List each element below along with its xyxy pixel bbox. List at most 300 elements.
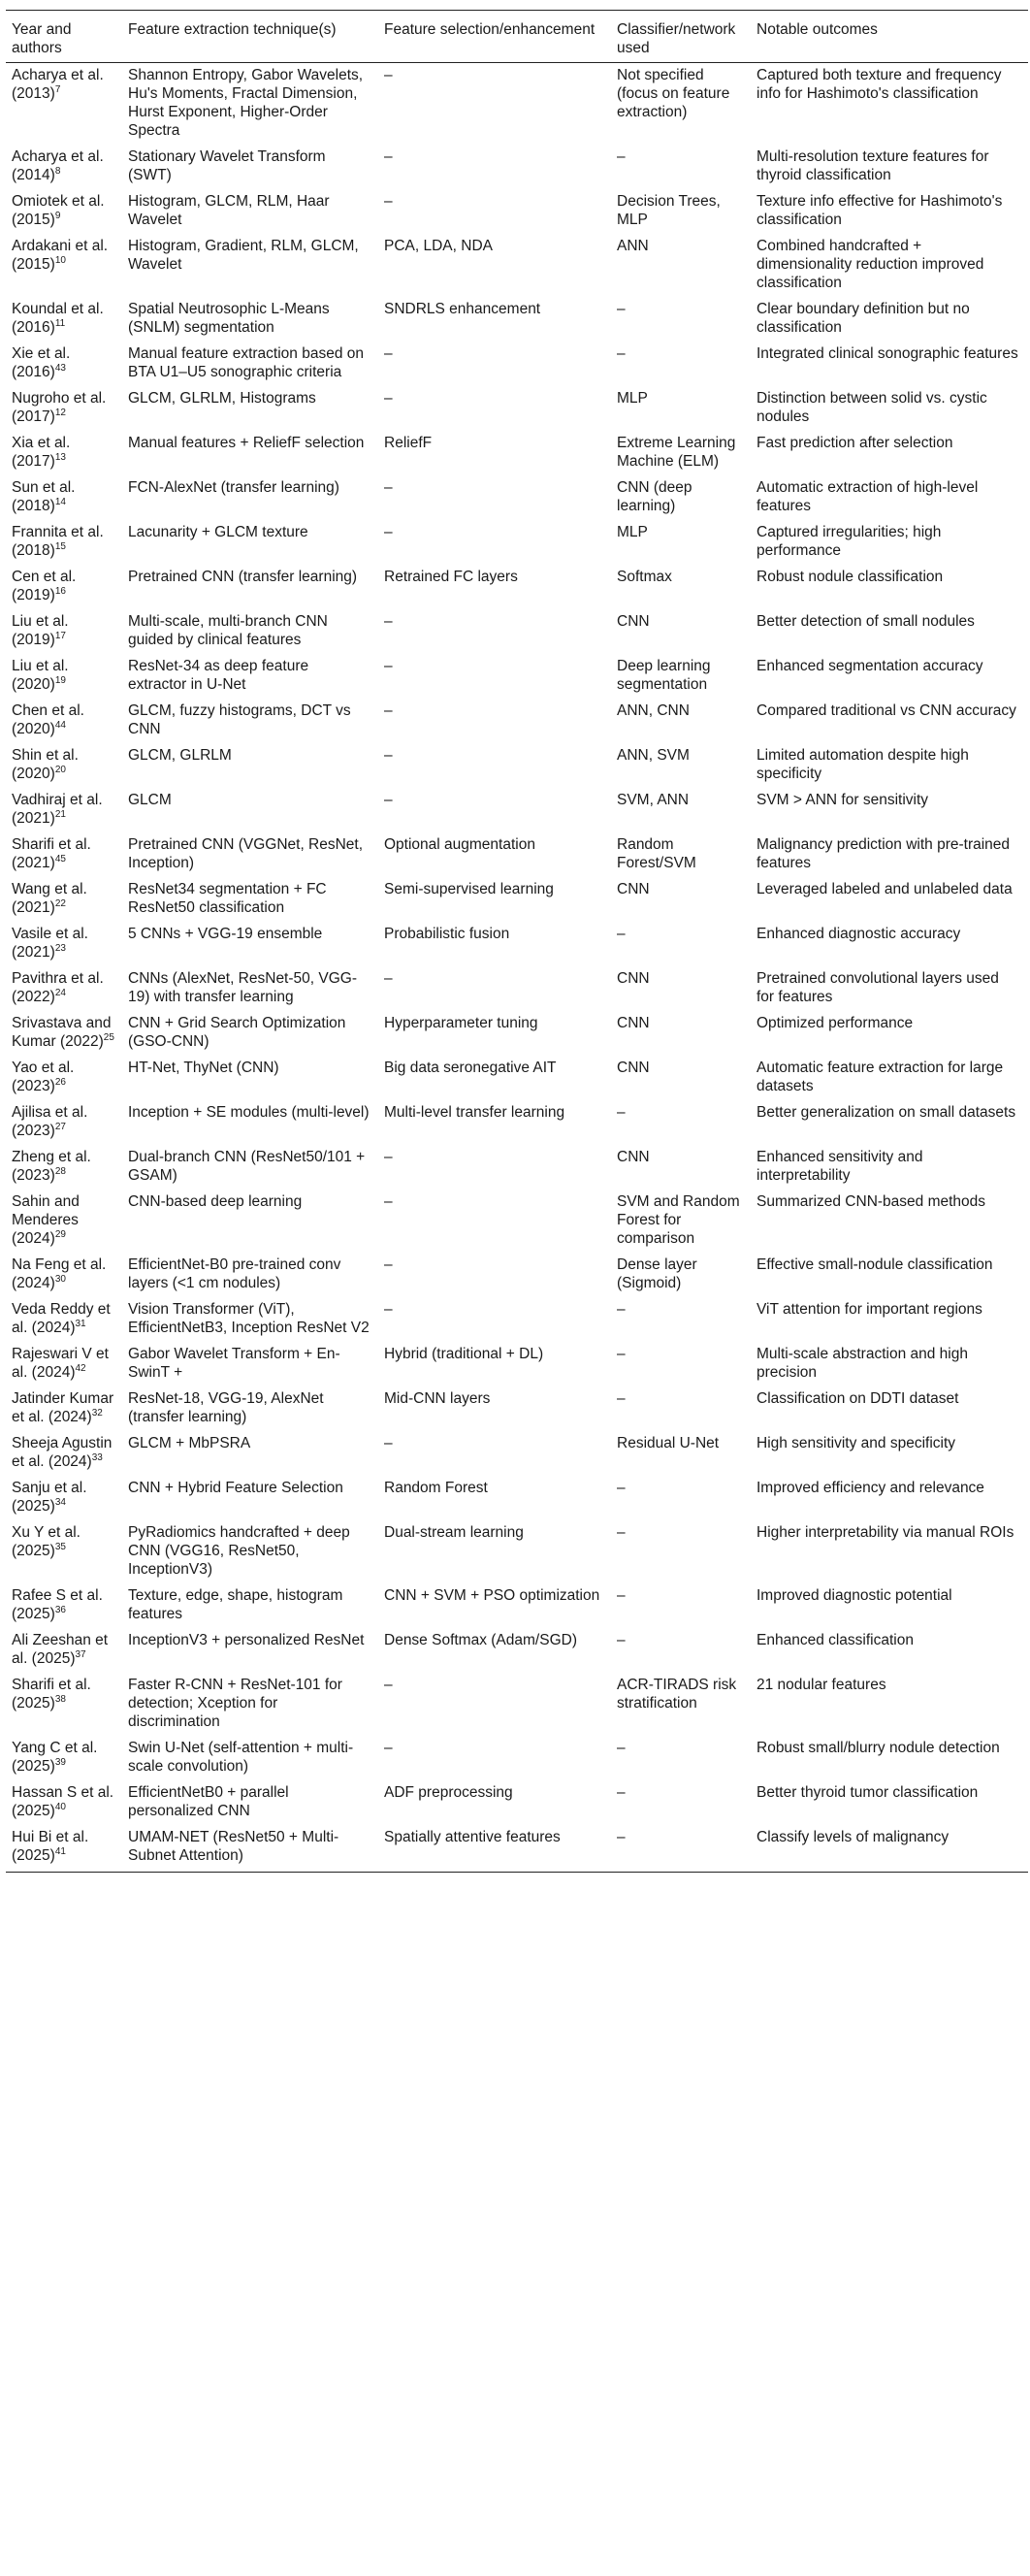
cell-technique: ResNet-34 as deep feature extractor in U-Net [128,658,309,693]
reference-number: 21 [54,808,66,820]
cell-classifier: – [617,1632,626,1648]
cell-classifier: – [617,1740,626,1756]
cell-selection: SNDRLS enhancement [384,301,541,317]
authors-text: Rafee S et al. (2025) [12,1587,103,1622]
cell-classifier: Dense layer (Sigmoid) [617,1256,697,1291]
cell-classifier: CNN (deep learning) [617,479,692,514]
reference-number: 26 [54,1076,66,1088]
cell-authors [6,565,122,609]
cell-technique: Faster R-CNN + ResNet-101 for detection; Xception for discrimination [128,1677,342,1730]
authors-text: Hui Bi et al. (2025) [12,1829,89,1864]
cell-outcome: Limited automation despite high specificity [756,747,969,782]
cell-outcome: Distinction between solid vs. cystic nodules [756,390,987,425]
cell-authors [6,788,122,832]
reference-number: 37 [75,1648,86,1660]
cell-selection: Retrained FC layers [384,569,518,585]
authors-text: Cen et al. (2019) [12,569,77,603]
reference-number: 11 [54,317,66,329]
cell-authors [6,832,122,877]
table-row [6,1253,1028,1297]
cell-outcome: Multi-scale abstraction and high precision [756,1346,968,1381]
cell-technique: GLCM, fuzzy histograms, DCT vs CNN [128,702,351,737]
reference-number: 12 [54,407,66,418]
authors-text: Veda Reddy et al. (2024) [12,1301,111,1336]
authors-text: Rajeswari V et al. (2024) [12,1346,109,1381]
cell-authors [6,1736,122,1780]
table-row [6,342,1028,386]
table-row [6,1476,1028,1520]
cell-outcome: ViT attention for important regions [756,1301,982,1318]
cell-authors [6,342,122,386]
literature-review-table-container [6,10,1028,1873]
reference-number: 9 [54,210,61,221]
cell-authors [6,1476,122,1520]
cell-selection: Hybrid (traditional + DL) [384,1346,544,1362]
cell-selection: – [384,1256,393,1273]
cell-authors [6,1056,122,1100]
cell-selection: – [384,747,393,764]
cell-outcome: 21 nodular features [756,1677,886,1693]
table-row [6,788,1028,832]
cell-classifier: – [617,1784,626,1801]
cell-technique: CNNs (AlexNet, ResNet-50, VGG-19) with transfer learning [128,970,357,1005]
authors-text: Shin et al. (2020) [12,747,79,782]
reference-number: 23 [54,942,66,954]
authors-text: Nugroho et al. (2017) [12,390,107,425]
cell-selection: – [384,1677,393,1693]
cell-technique: Histogram, GLCM, RLM, Haar Wavelet [128,193,330,228]
reference-number: 36 [54,1604,66,1615]
cell-selection: Random Forest [384,1480,488,1496]
cell-outcome: Robust nodule classification [756,569,944,585]
reference-number: 19 [54,674,66,686]
table-row [6,1145,1028,1190]
cell-classifier: CNN [617,970,650,987]
cell-classifier: Deep learning segmentation [617,658,711,693]
cell-technique: Vision Transformer (ViT), EfficientNetB3, Inception ResNet V2 [128,1301,370,1336]
reference-number: 41 [54,1845,66,1857]
authors-text: Jatinder Kumar et al. (2024) [12,1390,114,1425]
cell-selection: – [384,1740,393,1756]
authors-text: Sanju et al. (2025) [12,1480,87,1515]
cell-outcome: Integrated clinical sonographic features [756,345,1018,362]
header-row [6,11,1028,63]
table-row [6,63,1028,146]
cell-technique: Gabor Wavelet Transform + En-SwinT + [128,1346,340,1381]
cell-authors [6,699,122,743]
table-row [6,699,1028,743]
cell-technique: Spatial Neutrosophic L-Means (SNLM) segmentation [128,301,330,336]
reference-number: 17 [54,630,66,641]
table-row [6,431,1028,475]
cell-selection: Probabilistic fusion [384,926,510,942]
cell-outcome: Fast prediction after selection [756,435,953,451]
authors-text: Ardakani et al. (2015) [12,238,109,273]
cell-authors [6,63,122,146]
cell-outcome: Enhanced sensitivity and interpretability [756,1149,923,1184]
cell-classifier: – [617,1301,626,1318]
header-outcome: Notable outcomes [751,11,1028,63]
cell-selection: – [384,390,393,407]
cell-classifier: SVM, ANN [617,792,690,808]
reference-number: 39 [54,1756,66,1768]
cell-classifier: ANN, CNN [617,702,690,719]
reference-number: 14 [54,496,66,507]
cell-selection: – [384,658,393,674]
reference-number: 8 [54,165,61,177]
reference-number: 20 [54,764,66,775]
cell-outcome: Automatic extraction of high-level features [756,479,979,514]
authors-text: Wang et al. (2021) [12,881,87,916]
cell-authors [6,1673,122,1736]
cell-classifier: Residual U-Net [617,1435,720,1451]
cell-authors [6,145,122,189]
cell-classifier: – [617,1346,626,1362]
cell-selection: CNN + SVM + PSO optimization [384,1587,600,1604]
header-classifier: Classifier/network used [611,11,751,63]
cell-selection: Dual-stream learning [384,1524,524,1541]
reference-number: 16 [54,585,66,597]
reference-number: 29 [54,1228,66,1240]
cell-classifier: CNN [617,881,650,897]
header-technique: Feature extraction technique(s) [122,11,378,63]
reference-number: 35 [54,1541,66,1552]
table-row [6,1736,1028,1780]
table-row [6,234,1028,297]
cell-authors [6,1342,122,1386]
authors-text: Na Feng et al. (2024) [12,1256,107,1291]
cell-outcome: Enhanced classification [756,1632,914,1648]
authors-text: Vasile et al. (2021) [12,926,88,961]
cell-selection: Hyperparameter tuning [384,1015,538,1031]
cell-technique: Manual feature extraction based on BTA U1–U5 sonographic criteria [128,345,364,380]
header-selection: Feature selection/enhancement [378,11,611,63]
cell-outcome: Compared traditional vs CNN accuracy [756,702,1016,719]
cell-selection: – [384,524,393,540]
authors-text: Srivastava and Kumar (2022) [12,1015,112,1050]
cell-outcome: Enhanced diagnostic accuracy [756,926,961,942]
authors-text: Frannita et al. (2018) [12,524,104,559]
cell-selection: – [384,1149,393,1165]
cell-classifier: Random Forest/SVM [617,836,696,871]
cell-technique: Swin U-Net (self-attention + multi-scale convolution) [128,1740,354,1775]
cell-authors [6,654,122,699]
authors-text: Xia et al. (2017) [12,435,71,470]
cell-selection: – [384,148,393,165]
authors-text: Sharifi et al. (2025) [12,1677,91,1712]
reference-number: 40 [54,1801,66,1812]
cell-authors [6,877,122,922]
reference-number: 22 [54,897,66,909]
header-authors: Year and authors [6,11,122,63]
cell-technique: UMAM-NET (ResNet50 + Multi-Subnet Attention) [122,1825,378,1873]
cell-authors [6,1190,122,1253]
cell-outcome: Improved diagnostic potential [756,1587,952,1604]
cell-classifier: Decision Trees, MLP [617,193,721,228]
cell-technique: InceptionV3 + personalized ResNet [128,1632,365,1648]
cell-outcome: Automatic feature extraction for large datasets [756,1060,1004,1094]
authors-text: Sharifi et al. (2021) [12,836,91,871]
reference-number: 42 [75,1362,86,1374]
cell-selection: Mid-CNN layers [384,1390,491,1407]
reference-number: 33 [91,1451,103,1463]
authors-text: Sahin and Menderes (2024) [12,1193,80,1247]
cell-authors [6,234,122,297]
cell-authors [6,1583,122,1628]
cell-authors [6,1628,122,1673]
cell-outcome: Improved efficiency and relevance [756,1480,984,1496]
cell-classifier: – [617,1587,626,1604]
table-row [6,922,1028,966]
cell-technique: GLCM + MbPSRA [128,1435,251,1451]
cell-authors [6,297,122,342]
cell-selection: – [384,67,393,83]
authors-text: Vadhiraj et al. (2021) [12,792,103,827]
cell-outcome: Captured both texture and frequency info for Hashimoto's classification [756,67,1002,102]
cell-technique: Pretrained CNN (transfer learning) [128,569,358,585]
cell-selection: ADF preprocessing [384,1784,513,1801]
cell-selection: Dense Softmax (Adam/SGD) [384,1632,577,1648]
table-row [6,565,1028,609]
authors-text: Pavithra et al. (2022) [12,970,104,1005]
cell-outcome: Clear boundary definition but no classification [756,301,970,336]
cell-authors [6,1520,122,1583]
cell-classifier: – [617,1104,626,1121]
authors-text: Koundal et al. (2016) [12,301,104,336]
cell-classifier: Softmax [617,569,672,585]
cell-authors [6,609,122,654]
reference-number: 28 [54,1165,66,1177]
cell-technique: ResNet34 segmentation + FC ResNet50 classification [128,881,327,916]
table-row [6,475,1028,520]
cell-classifier: ACR-TIRADS risk stratification [617,1677,737,1712]
table-row [6,1520,1028,1583]
cell-outcome: Classification on DDTI dataset [756,1390,959,1407]
reference-number: 10 [54,254,66,266]
reference-number: 38 [54,1693,66,1705]
cell-outcome: Multi-resolution texture features for thyroid classification [756,148,989,183]
cell-classifier: – [617,1390,626,1407]
cell-selection: – [384,193,393,210]
cell-selection: – [384,1301,393,1318]
cell-classifier: – [611,1825,751,1873]
cell-outcome: Higher interpretability via manual ROIs [756,1524,1014,1541]
cell-authors [6,1386,122,1431]
cell-outcome: Better thyroid tumor classification [756,1784,979,1801]
authors-text: Sheeja Agustin et al. (2024) [12,1435,113,1470]
reference-number: 44 [54,719,66,731]
table-row [6,609,1028,654]
cell-technique: EfficientNet-B0 pre-trained conv layers (<1 cm nodules) [128,1256,341,1291]
cell-technique: PyRadiomics handcrafted + deep CNN (VGG16, ResNet50, InceptionV3) [128,1524,350,1578]
table-body [6,63,1028,1873]
reference-number: 13 [54,451,66,463]
table-row [6,1342,1028,1386]
reference-number: 34 [54,1496,66,1508]
authors-text: Acharya et al. (2013) [12,67,104,102]
authors-text: Acharya et al. (2014) [12,148,104,183]
table-row [6,1673,1028,1736]
cell-selection: – [384,1193,393,1210]
cell-authors [6,922,122,966]
cell-authors [6,1253,122,1297]
table-row [6,1056,1028,1100]
cell-outcome: Robust small/blurry nodule detection [756,1740,1000,1756]
cell-authors [6,1100,122,1145]
cell-selection: Optional augmentation [384,836,535,853]
reference-number: 43 [54,362,66,374]
cell-classifier: MLP [617,390,648,407]
authors-text: Ali Zeeshan et al. (2025) [12,1632,109,1667]
cell-technique: Pretrained CNN (VGGNet, ResNet, Inception) [128,836,364,871]
cell-technique: FCN-AlexNet (transfer learning) [128,479,339,496]
reference-number: 24 [54,987,66,998]
cell-technique: Manual features + ReliefF selection [128,435,365,451]
cell-outcome: Better generalization on small datasets [756,1104,1016,1121]
cell-technique: CNN + Hybrid Feature Selection [128,1480,343,1496]
cell-classifier: – [617,1480,626,1496]
table-row [6,1386,1028,1431]
cell-classifier: – [617,1524,626,1541]
cell-classifier: Not specified (focus on feature extraction) [617,67,730,120]
table-row [6,1190,1028,1253]
authors-text: Xu Y et al. (2025) [12,1524,80,1559]
cell-technique: CNN + Grid Search Optimization (GSO-CNN) [128,1015,346,1050]
cell-technique: Inception + SE modules (multi-level) [128,1104,370,1121]
table-row [6,386,1028,431]
cell-outcome: Better detection of small nodules [756,613,975,630]
table-row [6,189,1028,234]
cell-classifier: CNN [617,613,650,630]
cell-classifier: CNN [617,1149,650,1165]
table-row [6,832,1028,877]
cell-classifier: – [617,148,626,165]
cell-technique: Shannon Entropy, Gabor Wavelets, Hu's Moments, Fractal Dimension, Hurst Exponent, Higher-Order Spectra [128,67,364,139]
cell-technique: Histogram, Gradient, RLM, GLCM, Wavelet [128,238,359,273]
cell-outcome: Effective small-nodule classification [756,1256,993,1273]
cell-classifier: SVM and Random Forest for comparison [617,1193,740,1247]
cell-technique: 5 CNNs + VGG-19 ensemble [128,926,323,942]
cell-selection: – [384,479,393,496]
cell-classifier: ANN, SVM [617,747,690,764]
authors-text: Yao et al. (2023) [12,1060,75,1094]
reference-number: 30 [54,1273,66,1285]
cell-selection: – [384,613,393,630]
reference-number: 7 [54,83,61,95]
cell-authors [6,743,122,788]
cell-authors [6,189,122,234]
reference-number: 31 [75,1318,86,1329]
table-row [6,654,1028,699]
cell-outcome: Leveraged labeled and unlabeled data [756,881,1013,897]
reference-number: 32 [91,1407,103,1418]
cell-outcome: Texture info effective for Hashimoto's classification [756,193,1003,228]
cell-selection: Multi-level transfer learning [384,1104,565,1121]
cell-authors [6,386,122,431]
cell-authors [6,1145,122,1190]
cell-outcome: Captured irregularities; high performance [756,524,942,559]
cell-selection: ReliefF [384,435,433,451]
table-row [6,877,1028,922]
table-row [6,1780,1028,1825]
cell-classifier: – [617,926,626,942]
cell-technique: EfficientNetB0 + parallel personalized CNN [128,1784,289,1819]
cell-technique: ResNet-18, VGG-19, AlexNet (transfer learning) [128,1390,324,1425]
cell-outcome: High sensitivity and specificity [756,1435,956,1451]
table-row [6,1100,1028,1145]
cell-authors [6,1780,122,1825]
authors-text: Xie et al. (2016) [12,345,71,380]
cell-technique: Dual-branch CNN (ResNet50/101 + GSAM) [128,1149,366,1184]
cell-selection: – [384,792,393,808]
cell-selection: – [384,970,393,987]
table-row [6,1583,1028,1628]
authors-text: Zheng et al. (2023) [12,1149,91,1184]
table-row [6,743,1028,788]
cell-technique: CNN-based deep learning [128,1193,303,1210]
table-row [6,1011,1028,1056]
cell-selection: – [384,1435,393,1451]
table-row [6,1431,1028,1476]
cell-classifier: CNN [617,1060,650,1076]
authors-text: Liu et al. (2019) [12,613,69,648]
feature-extraction-comparison-table [6,10,1028,1873]
table-row [6,1628,1028,1673]
cell-authors [6,966,122,1011]
cell-authors [6,431,122,475]
cell-classifier: ANN [617,238,649,254]
cell-classifier: CNN [617,1015,650,1031]
cell-classifier: – [617,345,626,362]
cell-authors [6,475,122,520]
cell-selection: PCA, LDA, NDA [384,238,493,254]
cell-authors [6,520,122,565]
table-row [6,966,1028,1011]
cell-technique: Stationary Wavelet Transform (SWT) [128,148,326,183]
table-row [6,1297,1028,1342]
reference-number: 15 [54,540,66,552]
authors-text: Omiotek et al. (2015) [12,193,105,228]
cell-selection: Big data seronegative AIT [384,1060,557,1076]
cell-authors [6,1431,122,1476]
authors-text: Liu et al. (2020) [12,658,69,693]
reference-number: 27 [54,1121,66,1132]
cell-outcome: SVM > ANN for sensitivity [756,792,929,808]
cell-selection: Semi-supervised learning [384,881,554,897]
authors-text: Yang C et al. (2025) [12,1740,98,1775]
authors-text: Sun et al. (2018) [12,479,76,514]
cell-outcome: Malignancy prediction with pre-trained features [756,836,1011,871]
authors-text: Ajilisa et al. (2023) [12,1104,88,1139]
cell-technique: HT-Net, ThyNet (CNN) [128,1060,279,1076]
cell-authors [6,1011,122,1056]
cell-outcome: Combined handcrafted + dimensionality reduction improved classification [756,238,984,291]
cell-selection: Spatially attentive features [378,1825,611,1873]
cell-technique: Multi-scale, multi-branch CNN guided by clinical features [128,613,328,648]
cell-authors [6,1825,122,1873]
cell-selection: – [384,702,393,719]
cell-technique: Texture, edge, shape, histogram features [128,1587,343,1622]
cell-classifier: – [617,301,626,317]
cell-classifier: Extreme Learning Machine (ELM) [617,435,736,470]
cell-technique: GLCM, GLRLM, Histograms [128,390,316,407]
cell-technique: GLCM, GLRLM [128,747,232,764]
cell-outcome: Pretrained convolutional layers used for features [756,970,999,1005]
table-row [6,297,1028,342]
cell-classifier: MLP [617,524,648,540]
table-row [6,1825,1028,1873]
cell-outcome: Optimized performance [756,1015,914,1031]
